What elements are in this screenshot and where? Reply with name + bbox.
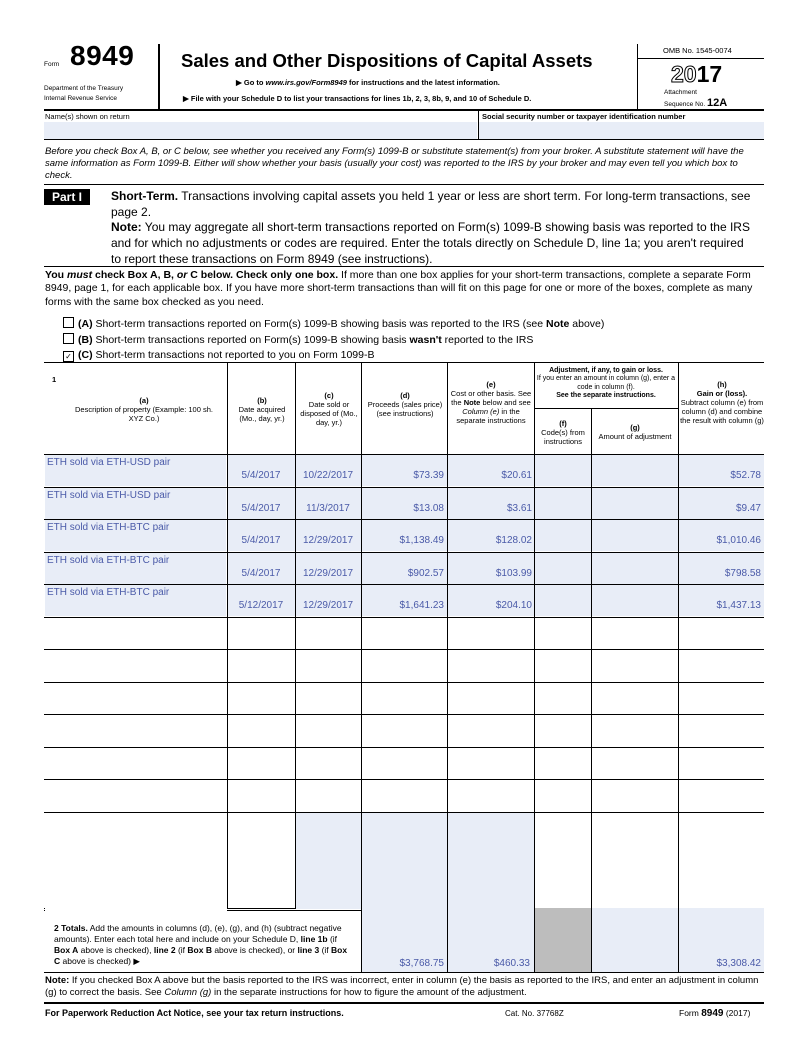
footer-form-id: Form 8949 (2017) (679, 1008, 751, 1019)
department-label: Department of the Treasury (44, 85, 124, 92)
cost-value: $128.02 (495, 535, 532, 546)
acquired-value: 5/4/2017 (241, 470, 281, 481)
sequence-label: Sequence No. 12A (664, 97, 728, 109)
table-row (44, 552, 764, 584)
part-note: Note: You may aggregate all short-term transactions reported on Form(s) 1099-B showing basis was reported to the IRS and for which no adjustments or codes are required. Enter the totals directly on Schedule D, line 1a; you aren't required to report these transactions on Form 8949 (see instructions). (111, 220, 750, 266)
box-b-checkbox[interactable] (63, 333, 74, 344)
ssn-field[interactable] (479, 122, 764, 139)
cell-field[interactable] (535, 520, 591, 551)
cost-value: $3.61 (506, 502, 532, 514)
sold-value: 10/22/2017 (302, 470, 354, 481)
omb-number: OMB No. 1545-0074 (663, 46, 732, 55)
column-d-header: (d) Proceeds (sales price) (see instructions) (367, 391, 443, 418)
cell-field[interactable] (592, 488, 678, 519)
instructions-line: ▶ Go to www.irs.gov/Form8949 for instructions and the latest information. (236, 78, 500, 87)
column-e-header: (e) Cost or other basis. See the Note below and see Column (e) in the separate instructions (450, 380, 532, 425)
total-b-blank (296, 813, 361, 909)
proceeds-value: $1,641.23 (399, 600, 444, 611)
sold-value: 12/29/2017 (302, 535, 354, 546)
transactions-table (44, 362, 764, 911)
arrow-right-icon: ▶ (183, 94, 191, 103)
total-adjustment-field[interactable] (592, 908, 678, 972)
name-label: Name(s) shown on return (45, 112, 130, 121)
table-row (44, 584, 764, 616)
column-b-header: (b) Date acquired (Mo., day, yr.) (238, 396, 286, 423)
proceeds-value: $1,138.49 (399, 535, 444, 546)
cell-field[interactable] (535, 455, 591, 486)
attachment-label: Attachment (664, 89, 697, 96)
column-c-header: (c) Date sold or disposed of (Mo., day, yr.) (300, 391, 358, 427)
short-term-heading: Short-Term. Transactions involving capital assets you held 1 year or less are short term. For long-term transactions, see page 2. (111, 189, 751, 219)
ssn-label: Social security number or taxpayer identification number (482, 112, 686, 121)
total-proceeds: $3,768.75 (399, 958, 444, 969)
proceeds-value: $902.57 (407, 567, 444, 579)
cost-value: $103.99 (495, 567, 532, 579)
acquired-value: 5/4/2017 (241, 535, 281, 546)
arrow-right-icon: ▶ (236, 78, 244, 87)
table-row (44, 519, 764, 551)
column-h-header: (h) Gain or (loss). Subtract column (e) from column (d) and combine the result with column (g) (680, 380, 764, 425)
catalog-number: Cat. No. 37768Z (505, 1009, 564, 1018)
acquired-value: 5/4/2017 (241, 567, 281, 579)
column-a-header: (a) Description of property (Example: 100 sh. XYZ Co.) (75, 396, 213, 423)
box-b-option[interactable]: (B) Short-term transactions reported on Form(s) 1099-B showing basis wasn't reported to the IRS (63, 333, 533, 346)
proceeds-value: $13.08 (413, 502, 444, 514)
total-proceeds-field[interactable] (362, 813, 447, 909)
arrow-right-icon: ▶ (133, 956, 140, 967)
total-cost: $460.33 (493, 958, 530, 969)
sold-value: 12/29/2017 (302, 600, 354, 611)
cell-field[interactable] (592, 585, 678, 616)
cell-field[interactable] (535, 585, 591, 616)
form-number: 8949 (70, 40, 135, 71)
column-g-header: (g) Amount of adjustment (598, 423, 672, 441)
cell-field[interactable] (535, 553, 591, 584)
totals-label: 2 Totals. Add the amounts in columns (d), (e), (g), and (h) (subtract negative amounts). Enter each total here and include on your Schedule D, line 1b (if Box A above is checked), line 2 (if Box B above is checked), or line 3 (if Box C above is checked) ▶ (54, 923, 348, 967)
tax-year: 2017 (671, 61, 723, 87)
bottom-note: Note: If you checked Box A above but the basis reported to the IRS was incorrect, enter in column (e) the basis as reported to the IRS, and enter an adjustment in column (g) to correct the basis. See Column (g) in the separate instructions for how to figure the amount of the adjustment. (45, 975, 759, 999)
description-value: ETH sold via ETH-BTC pair (47, 522, 170, 533)
column-f-header: (f) Code(s) from instructions (541, 419, 585, 446)
total-cost-field[interactable] (448, 813, 534, 909)
acquired-value: 5/4/2017 (241, 502, 281, 514)
total-code-shaded (535, 908, 591, 972)
box-a-option[interactable]: (A) Short-term transactions reported on Form(s) 1099-B showing basis was reported to the IRS (see Note above) (63, 317, 604, 330)
gain-value: $1,437.13 (716, 600, 761, 611)
table-row (44, 454, 764, 486)
part-label: Part I (44, 189, 90, 205)
description-value: ETH sold via ETH-BTC pair (47, 587, 170, 598)
paperwork-notice: For Paperwork Reduction Act Notice, see your tax return instructions. (45, 1008, 344, 1018)
adjustment-header: Adjustment, if any, to gain or loss. If you enter an amount in column (g), enter a code in column (f). See the separate instructions. (536, 367, 676, 400)
intro-text: Before you check Box A, B, or C below, see whether you received any Form(s) 1099-B or substitute statement(s) from your broker. A substitute statement will have the same information as Form 1099-B. Either will show whether your basis (usually your cost) was reported to the IRS by your broker and may even tell you which box to check. (45, 146, 744, 181)
irs-url-link[interactable]: www.irs.gov/Form8949 (265, 78, 347, 87)
table-row (44, 487, 764, 519)
form-prefix: Form (44, 61, 60, 68)
gain-value: $9.47 (735, 502, 761, 514)
check-instructions: You must check Box A, B, or C below. Check only one box. If more than one box applies for your short-term transactions, complete a separate Form 8949, page 1, for each applicable box. If you have more short-term transactions than will fit on this page for one or more of the boxes, complete as many forms with the same box checked as you need. (45, 269, 753, 308)
description-value: ETH sold via ETH-BTC pair (47, 554, 170, 566)
cell-field[interactable] (535, 488, 591, 519)
gain-value: $1,010.46 (716, 535, 761, 546)
form-title: Sales and Other Dispositions of Capital Assets (181, 50, 593, 71)
cost-value: $204.10 (495, 600, 532, 611)
box-a-checkbox[interactable] (63, 317, 74, 328)
gain-value: $798.58 (724, 567, 761, 579)
name-field[interactable] (44, 122, 477, 139)
cell-field[interactable] (592, 455, 678, 486)
line-1-label: 1 (52, 375, 57, 384)
box-c-option[interactable]: ✓ (C) Short-term transactions not reported to you on Form 1099-B (63, 349, 374, 362)
box-c-checkbox[interactable]: ✓ (63, 351, 74, 362)
description-value: ETH sold via ETH-USD pair (47, 489, 171, 501)
acquired-value: 5/12/2017 (238, 600, 284, 611)
cell-field[interactable] (592, 553, 678, 584)
sold-value: 11/3/2017 (306, 502, 350, 514)
file-with-line: ▶ File with your Schedule D to list your transactions for lines 1b, 2, 3, 8b, 9, and 10 of Schedule D. (183, 94, 532, 103)
sold-value: 12/29/2017 (302, 567, 354, 579)
cost-value: $20.61 (501, 470, 532, 481)
gain-value: $52.78 (730, 470, 761, 481)
proceeds-value: $73.39 (413, 470, 444, 481)
irs-label: Internal Revenue Service (44, 95, 117, 102)
total-gain: $3,308.42 (716, 958, 761, 969)
cell-field[interactable] (592, 520, 678, 551)
description-value: ETH sold via ETH-USD pair (47, 457, 171, 468)
